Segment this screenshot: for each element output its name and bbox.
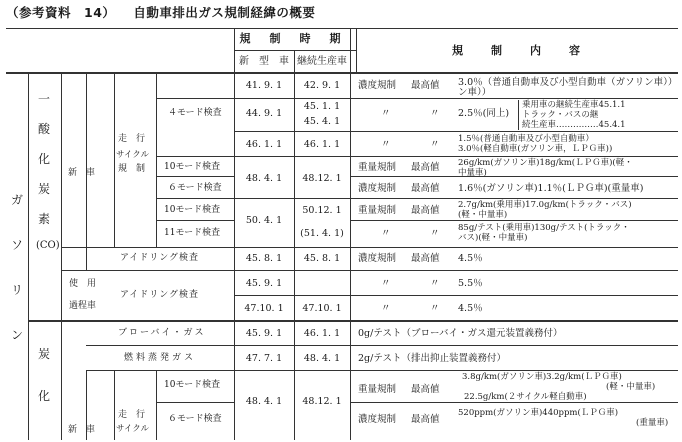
reg-content: (軽・中量車) (606, 382, 656, 392)
hline (234, 131, 678, 132)
reg-content: (重量車) (636, 418, 669, 428)
title-prefix: （参考資料 14） (6, 5, 116, 20)
hline (234, 295, 678, 296)
date-new: 45. 9. 1 (245, 328, 283, 339)
reg-content: 1.6％(ガソリン車)1.1％(ＬＰＧ車)(重量車) (458, 183, 644, 194)
vline (156, 370, 157, 440)
label-soukou-3: 規 制 (118, 164, 146, 174)
reg-type: 〃 (381, 278, 391, 289)
label-soukou-4: 走 行 (118, 410, 146, 420)
label-hc: 炭化 (37, 347, 50, 403)
reg-max: 最高値 (411, 183, 440, 194)
hline (234, 50, 356, 51)
header-bottom (6, 72, 678, 74)
hline (156, 220, 234, 221)
reg-type: 濃度規制 (358, 183, 397, 194)
test-evaporative: 燃料蒸発ガス (124, 353, 197, 363)
hline (86, 345, 678, 346)
regulation-table (6, 28, 678, 440)
reg-max: 最高値 (411, 80, 440, 91)
hline (61, 270, 678, 271)
label-shinsha-2: 新 車 (68, 425, 96, 435)
date-new: 45. 9. 1 (245, 278, 283, 289)
title-text: 自動車排出ガス規制経緯の概要 (133, 5, 316, 20)
reg-content: 2.5％(同上) (458, 108, 510, 119)
reg-content: 1.5％(普通自動車及び小型自動車） (458, 134, 594, 144)
date-new: 46. 1. 1 (245, 139, 283, 150)
reg-type: 濃度規制 (358, 80, 397, 91)
hline (350, 176, 678, 177)
date-cont: 48. 4. 1 (303, 353, 341, 364)
date-cont: 48.12. 1 (302, 396, 342, 407)
reg-content: 2g/テスト（排出抑止装置義務付） (358, 353, 506, 364)
date-new: 41. 9. 1 (245, 80, 283, 91)
label-gasoline: ガソリン (10, 193, 23, 342)
date-cont: 46. 1. 1 (303, 328, 341, 339)
reg-max: 最高値 (411, 162, 440, 173)
reg-max: 〃 (430, 303, 440, 314)
reg-type: 濃度規制 (358, 414, 397, 425)
label-co: 一酸化炭素 (37, 92, 50, 226)
bracket-line: 乗用車の継続生産車45.1.1 (522, 100, 626, 110)
reg-content: 85g/テスト(乗用車)130g/テスト(トラック・ (458, 223, 630, 233)
date-cont: 42. 9. 1 (303, 80, 341, 91)
test-6mode: ６モード検査 (168, 414, 222, 424)
reg-content: 3.8g/km(ガソリン車)3.2g/km(ＬＰＧ車) (462, 372, 622, 382)
label-shiyou-1: 使 用 (69, 279, 97, 289)
reg-max: 〃 (430, 139, 440, 150)
bracket-line: トラック・バスの継 (522, 110, 599, 120)
vline (61, 72, 62, 440)
test-blowby: ブローバイ・ガス (118, 328, 206, 338)
vline (350, 28, 351, 440)
date-cont: 45. 8. 1 (303, 253, 341, 264)
reg-content: バス)(軽・中量車) (458, 233, 528, 243)
reg-content: 4.5％ (458, 253, 483, 264)
hline (350, 402, 678, 403)
date-cont: 50.12. 1 (302, 205, 342, 216)
hline (86, 370, 678, 371)
test-idling: アイドリング検査 (120, 290, 200, 300)
reg-content: (軽・中量車) (458, 210, 508, 220)
hline (28, 320, 678, 322)
reg-content: 4.5％ (458, 303, 483, 314)
test-4mode: ４モード検査 (168, 108, 222, 118)
test-10mode: 10モード検査 (164, 205, 221, 215)
bracket-note (518, 100, 626, 130)
test-11mode: 11モード検査 (164, 228, 221, 238)
date-new: 48. 4. 1 (245, 396, 283, 407)
reg-content: 3.0％（普通自動車及び小型自動車（ガソリン車）） (458, 77, 678, 88)
border-top (6, 28, 678, 29)
reg-content: 3.0％(軽自動車(ガソリン車，ＬＰＧ車)) (458, 144, 613, 154)
reg-type: 重量規制 (358, 205, 397, 216)
vline (356, 28, 357, 74)
label-shiyou-2: 過程車 (69, 301, 97, 311)
label-shinsha-1: 新 車 (68, 168, 96, 178)
date-cont: 45. 1. 1 (303, 101, 341, 112)
label-soukou-5: サイクル (116, 424, 149, 434)
date-new: 47.10. 1 (244, 303, 284, 314)
hline (350, 220, 678, 221)
vline (114, 72, 115, 247)
hline (61, 247, 678, 248)
date-new: 47. 7. 1 (245, 353, 283, 364)
date-new: 48. 4. 1 (245, 173, 283, 184)
hline (156, 402, 234, 403)
date-cont: 47.10. 1 (302, 303, 342, 314)
reg-content-2: ン車）） (458, 87, 492, 98)
hline (156, 176, 234, 177)
reg-content: 22.5g/km(２サイクル軽自動車) (464, 392, 587, 402)
date-new: 45. 8. 1 (245, 253, 283, 264)
test-10mode: 10モード検査 (164, 380, 221, 390)
date-cont: 48.12. 1 (302, 173, 342, 184)
reg-type: 濃度規制 (358, 253, 397, 264)
reg-type: 重量規制 (358, 162, 397, 173)
reg-max: 〃 (430, 228, 440, 239)
vline (28, 72, 29, 440)
header-keizoku: 継続生産車 (297, 56, 347, 67)
header-kisei-jiki: 規 制 時 期 (239, 32, 345, 45)
header-naiyo: 規 制 内 容 (452, 44, 582, 57)
bracket-line: 続生産車……………45.4.1 (522, 120, 626, 130)
test-6mode: ６モード検査 (168, 183, 222, 193)
reg-max: 最高値 (411, 384, 440, 395)
reg-content: 中量車) (458, 168, 487, 178)
reg-content: 26g/km(ガソリン車)18g/km(ＬＰＧ車)(軽・ (458, 158, 633, 168)
page-title (6, 3, 315, 21)
reg-content: 5.5％ (458, 278, 483, 289)
reg-max: 最高値 (411, 414, 440, 425)
reg-content: 520ppm(ガソリン車)440ppm(ＬＰＧ車) (458, 408, 619, 418)
reg-content: 0g/テスト（ブローバイ・ガス還元装置義務付） (358, 328, 563, 339)
reg-content: 2.7g/km(乗用車)17.0g/km(トラック・バス) (458, 200, 632, 210)
vline (156, 72, 157, 247)
label-co-paren: (CO) (36, 240, 60, 251)
label-soukou-1: 走 行 (118, 134, 146, 144)
date-cont: (51. 4. 1) (300, 228, 344, 239)
date-cont: 46. 1. 1 (303, 139, 341, 150)
date-new: 50. 4. 1 (245, 215, 283, 226)
reg-type: 〃 (381, 139, 391, 150)
reg-type: 〃 (381, 228, 391, 239)
label-soukou-2: サイクル (116, 150, 149, 160)
date-new: 44. 9. 1 (245, 108, 283, 119)
reg-max: 〃 (430, 278, 440, 289)
test-idling: アイドリング検査 (120, 253, 200, 263)
test-10mode: 10モード検査 (164, 162, 221, 172)
date-cont: 45. 4. 1 (303, 116, 341, 127)
reg-type: 重量規制 (358, 384, 397, 395)
reg-type: 〃 (381, 303, 391, 314)
header-shingata: 新 型 車 (239, 56, 289, 67)
reg-type: 〃 (381, 108, 391, 119)
reg-max: 〃 (430, 108, 440, 119)
reg-max: 最高値 (411, 205, 440, 216)
vline (114, 370, 115, 440)
reg-max: 最高値 (411, 253, 440, 264)
